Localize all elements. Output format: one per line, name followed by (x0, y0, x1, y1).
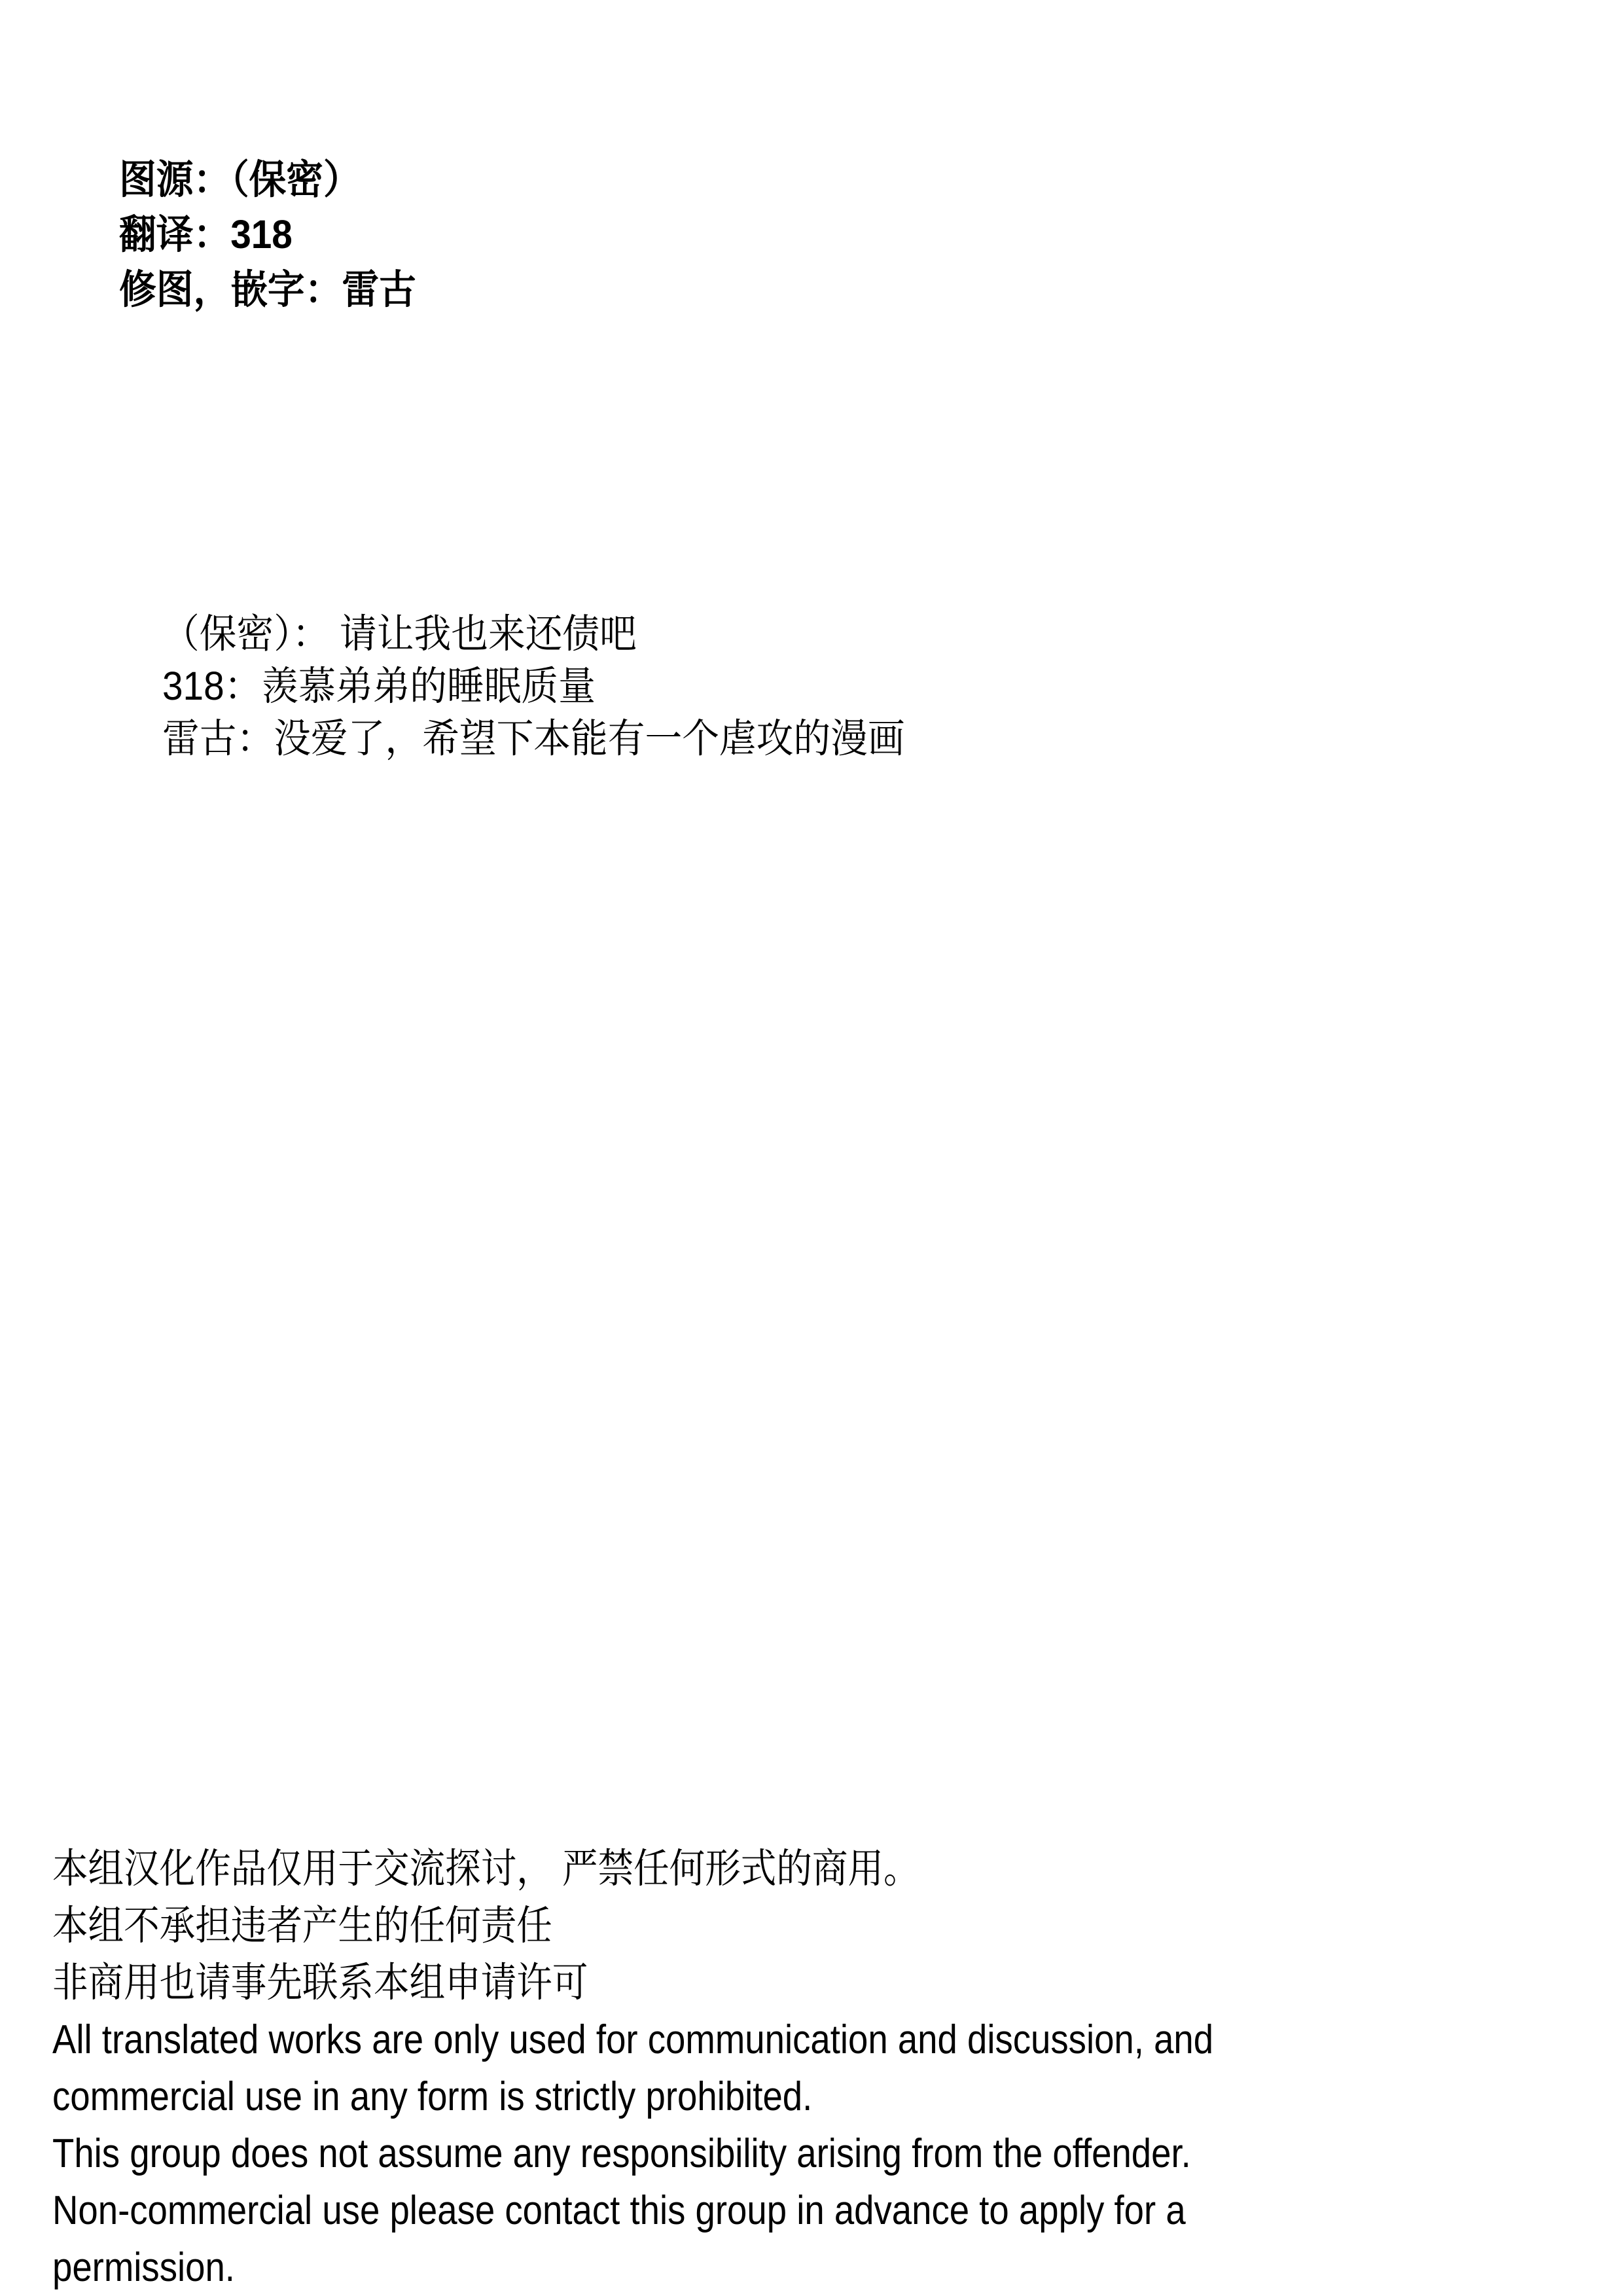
disclaimer-en-line: All translated works are only used for communication and discussion, and (52, 2017, 1214, 2062)
comment-line-translator: 318：羡慕弟弟的睡眠质量 (162, 664, 596, 708)
disclaimer (52, 1840, 1213, 2296)
disclaimer-en-line: permission. (52, 2245, 235, 2290)
credit-line-translator: 翻译：318 (119, 212, 293, 257)
disclaimer-zh-line: 本组不承担违者产生的任何责任 (52, 1903, 552, 1948)
credit-line-source: 图源：（保密） (119, 157, 361, 202)
staff-comments (162, 607, 905, 764)
credit-line-typesetter: 修图，嵌字：雷古 (119, 267, 416, 312)
disclaimer-en-line: This group does not assume any responsibility arising from the offender. (52, 2131, 1191, 2176)
disclaimer-en-line: Non-commercial use please contact this group in advance to apply for a (52, 2188, 1186, 2233)
disclaimer-zh-line: 本组汉化作品仅用于交流探讨， 严禁任何形式的商用。 (52, 1846, 919, 1892)
disclaimer-en-line: commercial use in any form is strictly prohibited. (52, 2074, 813, 2119)
comment-line-typesetter: 雷古：没爱了，希望下本能有一个虐攻的漫画 (162, 716, 905, 761)
comment-line-source: （保密）： 请让我也来还债吧 (162, 611, 637, 656)
staff-credits (119, 152, 416, 317)
disclaimer-zh-line: 非商用也请事先联系本组申请许可 (52, 1960, 588, 2005)
